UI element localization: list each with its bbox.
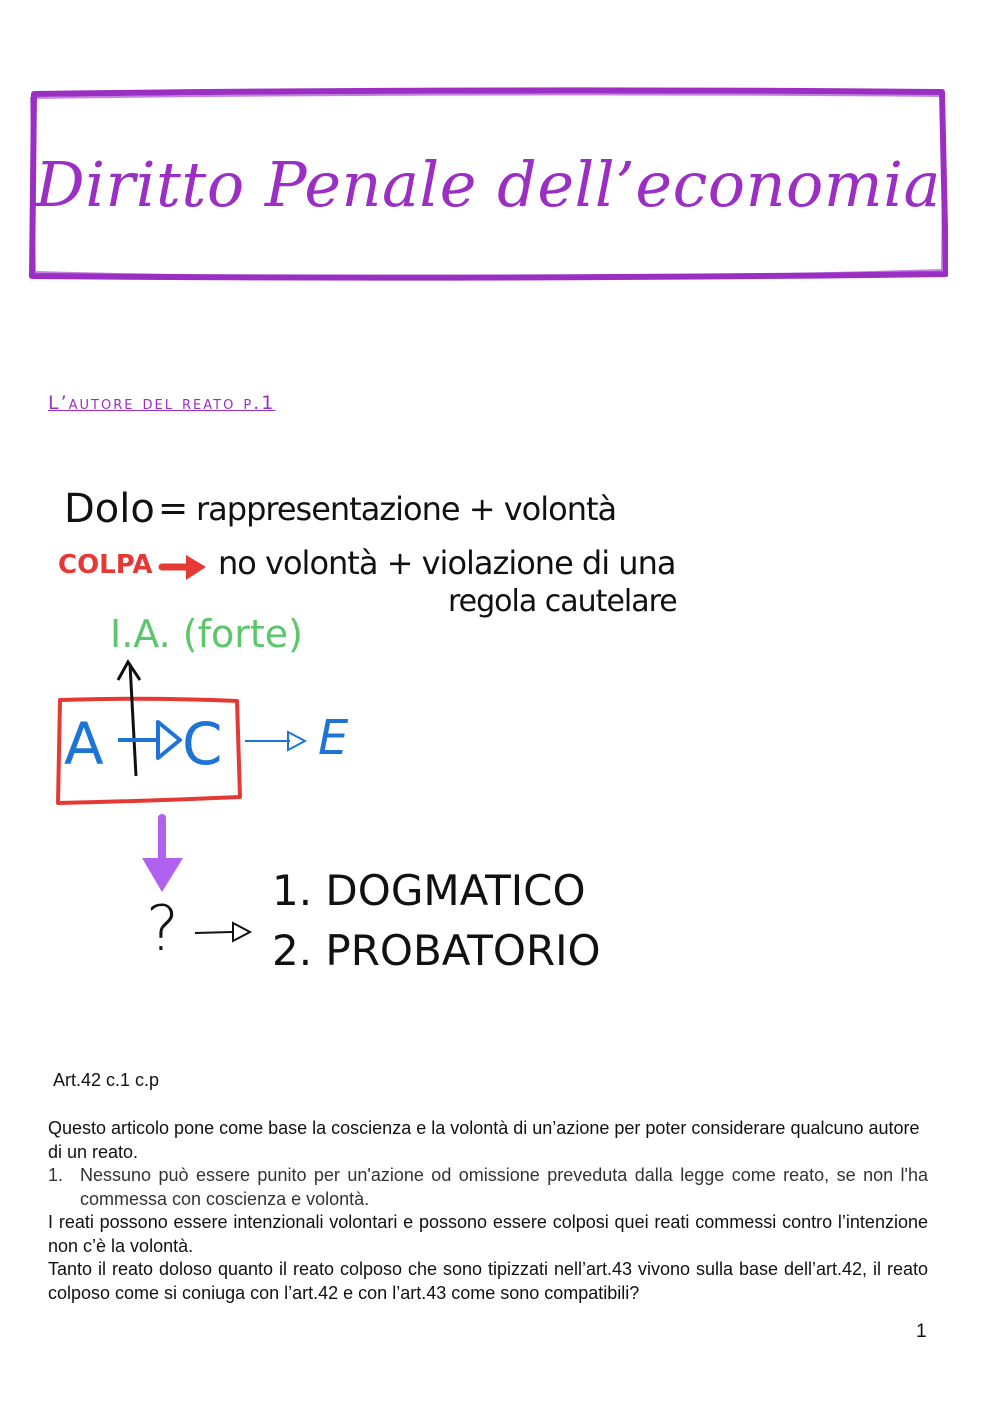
paragraph-dolo-colpa: Tanto il reato doloso quanto il reato colposo che sono tipizzati nell’art.43 vivono sulla base dell’art.42, il reato colposo come si coniuga con l’art.42 e con l’art.43 come sono compatibili? — [48, 1259, 928, 1303]
list-item-number: 1. — [48, 1165, 64, 1185]
section-title: L’autore del reato p.1 — [48, 392, 276, 414]
article-intro: Questo articolo pone come base la coscienza e la volontà di un’azione per poter considerare qualcuno autore di un reato. — [48, 1118, 920, 1162]
page-number: 1 — [916, 1321, 927, 1342]
paragraph-reati: I reati possono essere intenzionali volontari e possono essere colposi quei reati commessi contro l’intenzione non c’è la volontà. — [48, 1212, 928, 1256]
list-item-probatorio: 2. PROBATORIO — [272, 926, 601, 975]
colpa-definition-line1: no volontà + violazione di una — [218, 544, 676, 582]
dolo-definition: rappresentazione + volontà — [196, 490, 617, 528]
list-item-text: Nessuno può essere punito per un'azione od omissione preveduta dalla legge come reato, se non l'ha commessa con coscienza e volontà. — [80, 1165, 928, 1209]
colpa-arrow-icon — [162, 555, 206, 580]
label-e: E — [318, 710, 349, 766]
title-frame — [28, 86, 948, 282]
box-label-a: A — [64, 710, 104, 778]
dolo-equals: = — [158, 488, 189, 529]
box-label-c: C — [182, 710, 223, 778]
down-arrow-icon — [142, 818, 183, 892]
document-title: Diritto Penale dell’economia — [35, 147, 941, 221]
ia-label: I.A. (forte) — [110, 612, 303, 656]
colpa-definition-line2: regola cautelare — [448, 584, 677, 619]
article-reference: Art.42 c.1 c.p — [53, 1070, 160, 1090]
article-body — [48, 1117, 928, 1305]
vertical-arrow-up-icon — [118, 662, 140, 776]
question-to-list-arrow-icon — [195, 923, 250, 941]
list-item-dogmatico: 1. DOGMATICO — [272, 866, 586, 915]
question-mark: ? — [146, 892, 179, 965]
colpa-label: COLPA — [58, 550, 153, 580]
dolo-label: Dolo — [64, 486, 155, 532]
c-to-e-arrow-icon — [245, 732, 305, 750]
a-to-c-arrow-icon — [118, 722, 180, 758]
article-list-item — [48, 1164, 928, 1211]
